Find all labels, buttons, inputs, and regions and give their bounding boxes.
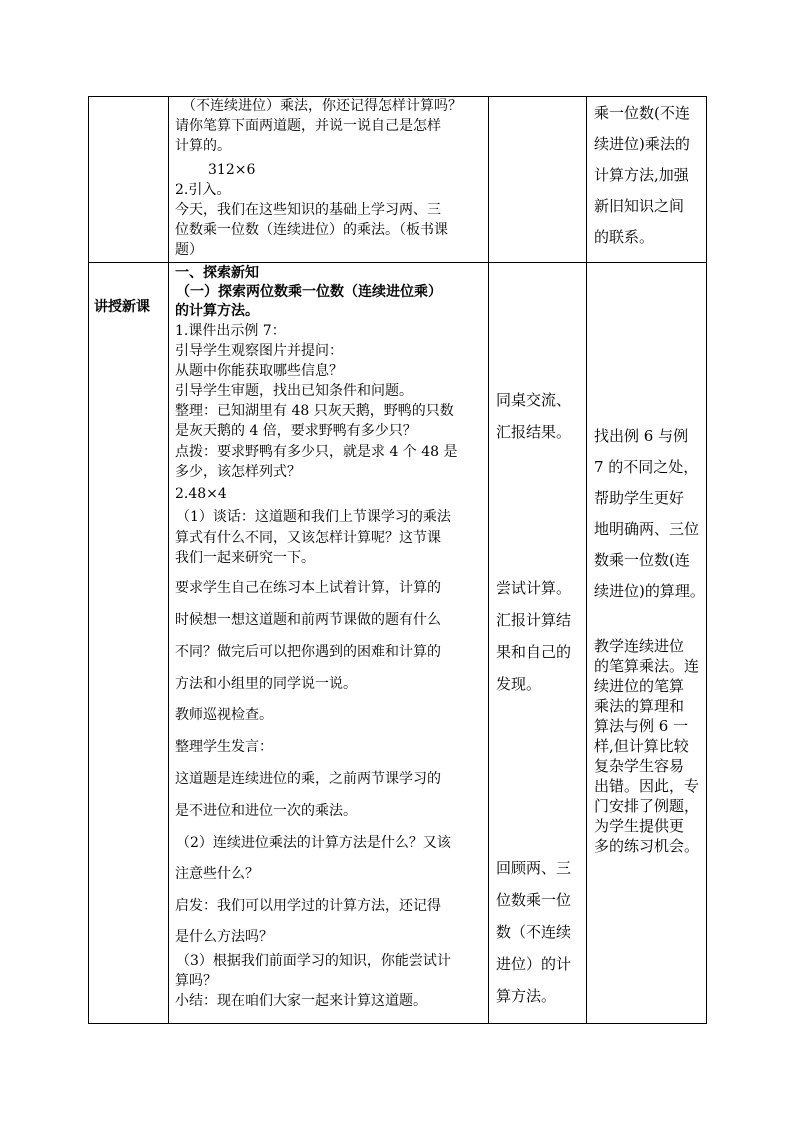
row2-content-cell [175, 262, 485, 1022]
text-line: 方法和小组里的同学说一说。 [175, 676, 357, 692]
text-line: 时候想一想这道题和前两节课做的题有什么 [175, 612, 441, 628]
text-line: 启发：我们可以用学过的计算方法，还记得 [175, 898, 441, 914]
text-line: 算法与例 6 一 [594, 717, 689, 735]
text-line: 数乘一位数(连 [594, 551, 690, 569]
text-line: 找出例 6 与例 [594, 427, 689, 445]
text-line: 的联系。 [594, 228, 655, 246]
column-divider [586, 96, 587, 1024]
text-line: 要求学生自己在练习本上试着计算，计算的 [175, 580, 441, 596]
row2-activity-cell [496, 262, 584, 1022]
text-line: 注意些什么？ [175, 866, 259, 882]
text-line: （不连续进位）乘法，你还记得怎样计算吗？ [182, 98, 462, 114]
text-line: 果和自己的 [496, 643, 572, 661]
text-line: 数（不连续 [496, 923, 572, 941]
text-line: 出错。因此，专 [594, 777, 700, 795]
text-line: 引导学生观察图片并提问： [175, 343, 343, 359]
heading-line: 一、探索新知 [175, 265, 259, 281]
text-line: 是什么方法吗？ [175, 929, 273, 945]
text-line: 从题中你能获取哪些信息？ [175, 363, 343, 379]
column-divider [168, 96, 169, 1024]
table-border-bottom [88, 1023, 707, 1024]
heading-line: （一）探索两位数乘一位数（连续进位乘） [176, 284, 442, 300]
text-line: 312×6 [208, 162, 256, 178]
text-line: （2）连续进位乘法的计算方法是什么？又该 [176, 835, 451, 851]
text-line: 汇报结果。 [496, 423, 572, 441]
text-line: 样,但计算比较 [594, 737, 689, 755]
text-line: （3）根据我们前面学习的知识，你能尝试计 [176, 953, 451, 969]
text-line: 我们一起来研究一下。 [175, 550, 315, 566]
text-line: 复杂学生容易 [594, 757, 685, 775]
text-line: 请你笔算下面两道题，并说一说自己是怎样 [175, 118, 441, 134]
text-line: 是不进位和进位一次的乘法。 [175, 803, 357, 819]
row1-content-cell [175, 96, 485, 262]
text-line: 点拨：要求野鸭有多少只，就是求 4 个 48 是 [175, 444, 458, 460]
text-line: 2.48×4 [175, 486, 227, 502]
text-line: 门安排了例题， [594, 797, 700, 815]
text-line: 2.引入。 [175, 182, 231, 198]
text-line: 计算的。 [175, 138, 231, 154]
text-line: 不同？做完后可以把你遇到的困难和计算的 [175, 644, 441, 660]
text-line: 尝试计算。 [496, 579, 572, 597]
text-line: 新旧知识之间 [594, 197, 685, 215]
text-line: 位数乘一位数（连续进位）的乘法。（板书课 [175, 222, 448, 238]
text-line: 整理：已知湖里有 48 只灰天鹅，野鸭的只数 [175, 403, 454, 419]
text-line: 多的练习机会。 [594, 837, 700, 855]
text-line: 汇报计算结 [496, 611, 572, 629]
text-line: 引导学生审题，找出已知条件和问题。 [175, 383, 413, 399]
text-line: 算式有什么不同，又该怎样计算呢？这节课 [175, 530, 441, 546]
text-line: 同桌交流、 [496, 391, 572, 409]
section-label-text: 讲授新课 [94, 299, 150, 315]
text-line: 续进位的笔算 [594, 677, 685, 695]
text-line: 乘一位数(不连 [594, 104, 690, 122]
text-line: 这道题是连续进位的乘，之前两节课学习的 [175, 771, 441, 787]
text-line: 续进位)的算理。 [594, 582, 705, 600]
text-line: 地明确两、三位 [594, 520, 700, 538]
text-line: 位数乘一位 [496, 891, 572, 909]
text-line: 多少，该怎样列式？ [175, 464, 301, 480]
text-line: 进位）的计 [496, 955, 572, 973]
text-line: 题） [175, 242, 203, 258]
text-line: 今天，我们在这些知识的基础上学习两、三 [175, 202, 441, 218]
text-line: 为学生提供更 [594, 817, 685, 835]
column-divider [488, 96, 489, 1024]
text-line: 发现。 [496, 675, 542, 693]
text-line: 是灰天鹅的 4 倍，要求野鸭有多少只？ [175, 423, 417, 439]
text-line: 小结：现在咱们大家一起来计算这道题。 [175, 993, 427, 1009]
heading-line: 的计算方法。 [175, 303, 259, 319]
row1-intent-cell [594, 96, 704, 262]
text-line: 1.课件出示例 7： [175, 323, 286, 339]
text-line: 乘法的算理和 [594, 697, 685, 715]
text-line: 计算方法,加强 [594, 166, 689, 184]
text-line: 教师巡视检查。 [175, 707, 273, 723]
text-line: 整理学生发言： [175, 739, 273, 755]
table-border-left [88, 96, 89, 1024]
lesson-plan-table [88, 96, 707, 1024]
text-line: 帮助学生更好 [594, 489, 685, 507]
table-border-right [706, 96, 707, 1024]
text-line: 教学连续进位 [594, 637, 685, 655]
text-line: 7 的不同之处， [594, 458, 699, 476]
text-line: （1）谈话：这道题和我们上节课学习的乘法 [176, 509, 451, 525]
row2-intent-cell [594, 262, 704, 1022]
text-line: 续进位)乘法的 [594, 135, 690, 153]
text-line: 算吗？ [175, 973, 217, 989]
text-line: 算方法。 [496, 987, 557, 1005]
text-line: 的笔算乘法。连 [594, 657, 700, 675]
text-line: 回顾两、三 [496, 859, 572, 877]
